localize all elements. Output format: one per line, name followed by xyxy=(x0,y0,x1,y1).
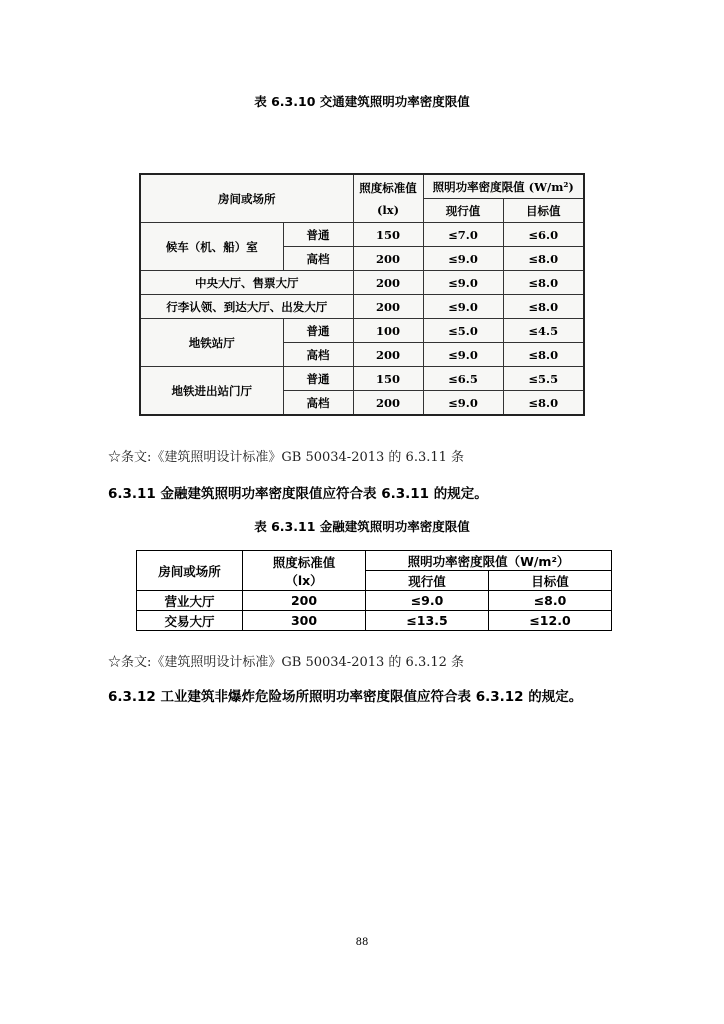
table-cell-lux: 150 xyxy=(353,223,423,247)
table-cell-room: 行李认领、到达大厅、出发大厅 xyxy=(140,295,353,319)
table-cell-target: ≤8.0 xyxy=(503,247,584,271)
table-cell-current: ≤5.0 xyxy=(423,319,503,343)
table-cell-current: ≤13.5 xyxy=(366,611,489,631)
table-cell-grade: 高档 xyxy=(283,343,353,367)
table-cell-target: ≤8.0 xyxy=(503,391,584,416)
table-cell-target: ≤5.5 xyxy=(503,367,584,391)
table-cell-current: ≤9.0 xyxy=(423,247,503,271)
table-cell-current: ≤9.0 xyxy=(423,271,503,295)
table-cell-current: ≤7.0 xyxy=(423,223,503,247)
table-cell-lux: 300 xyxy=(243,611,366,631)
rule-6-3-12: 6.3.12 工业建筑非爆炸危险场所照明功率密度限值应符合表 6.3.12 的规定。 xyxy=(108,689,583,705)
table2-header-row xyxy=(137,551,612,571)
table1 xyxy=(139,173,585,416)
table-cell-room: 地铁站厅 xyxy=(140,319,283,367)
table-row xyxy=(140,223,584,247)
table2-header-illuminance xyxy=(243,551,366,591)
table-cell-target: ≤4.5 xyxy=(503,319,584,343)
table2-header-room: 房间或场所 xyxy=(137,551,243,591)
table-cell-room: 候车（机、船）室 xyxy=(140,223,283,271)
table-cell-lux: 200 xyxy=(353,271,423,295)
table-cell-current: ≤9.0 xyxy=(423,391,503,416)
table-cell-target: ≤8.0 xyxy=(503,295,584,319)
table-cell-lux: 200 xyxy=(353,295,423,319)
table-cell-current: ≤9.0 xyxy=(423,343,503,367)
table1-header-target: 目标值 xyxy=(503,199,584,223)
table-cell-target: ≤6.0 xyxy=(503,223,584,247)
table-cell-target: ≤8.0 xyxy=(489,591,612,611)
clause-reference-6-3-11: ☆条文:《建筑照明设计标准》GB 50034-2013 的 6.3.11 条 xyxy=(108,450,465,465)
table-row xyxy=(137,611,612,631)
table1-header-illuminance-line2: (lx) xyxy=(376,202,400,217)
table-row xyxy=(140,271,584,295)
table2-header-illuminance-line1: 照度标准值 xyxy=(272,554,336,570)
table2-header-lpd: 照明功率密度限值（W/m²） xyxy=(366,551,612,571)
table2-header-target: 目标值 xyxy=(489,571,612,591)
table-cell-lux: 100 xyxy=(353,319,423,343)
table-cell-lux: 200 xyxy=(353,343,423,367)
table-cell-grade: 普通 xyxy=(283,319,353,343)
table-cell-grade: 高档 xyxy=(283,247,353,271)
rule-6-3-11: 6.3.11 金融建筑照明功率密度限值应符合表 6.3.11 的规定。 xyxy=(108,486,488,502)
page-number: 88 xyxy=(355,937,369,948)
table-row xyxy=(140,367,584,391)
table-row xyxy=(137,591,612,611)
table2-header-illuminance-line2: （lx） xyxy=(285,572,323,588)
table-cell-current: ≤9.0 xyxy=(423,295,503,319)
table-cell-lux: 150 xyxy=(353,367,423,391)
table-cell-target: ≤8.0 xyxy=(503,343,584,367)
table-cell-lux: 200 xyxy=(353,391,423,416)
table2-caption: 表 6.3.11 金融建筑照明功率密度限值 xyxy=(254,519,470,534)
table1-header-row xyxy=(140,174,584,199)
table1-header-illuminance xyxy=(353,174,423,223)
table-cell-grade: 高档 xyxy=(283,391,353,416)
table1-header-room: 房间或场所 xyxy=(140,174,353,223)
table-cell-room: 地铁进出站门厅 xyxy=(140,367,283,416)
table2-header-current: 现行值 xyxy=(366,571,489,591)
table-row xyxy=(140,319,584,343)
table-cell-room: 中央大厅、售票大厅 xyxy=(140,271,353,295)
table-cell-room: 营业大厅 xyxy=(137,591,243,611)
table-cell-lux: 200 xyxy=(353,247,423,271)
table-cell-grade: 普通 xyxy=(283,367,353,391)
table1-caption: 表 6.3.10 交通建筑照明功率密度限值 xyxy=(254,94,470,109)
table-cell-target: ≤8.0 xyxy=(503,271,584,295)
table-cell-current: ≤6.5 xyxy=(423,367,503,391)
table-cell-lux: 200 xyxy=(243,591,366,611)
table-row xyxy=(140,295,584,319)
table-cell-room: 交易大厅 xyxy=(137,611,243,631)
table1-header-illuminance-line1: 照度标准值 xyxy=(359,180,417,195)
table2 xyxy=(136,550,612,631)
table-cell-grade: 普通 xyxy=(283,223,353,247)
table1-header-lpd: 照明功率密度限值 (W/m²) xyxy=(423,174,584,199)
table-cell-current: ≤9.0 xyxy=(366,591,489,611)
clause-reference-6-3-12: ☆条文:《建筑照明设计标准》GB 50034-2013 的 6.3.12 条 xyxy=(108,655,465,670)
table1-header-current: 现行值 xyxy=(423,199,503,223)
table-cell-target: ≤12.0 xyxy=(489,611,612,631)
